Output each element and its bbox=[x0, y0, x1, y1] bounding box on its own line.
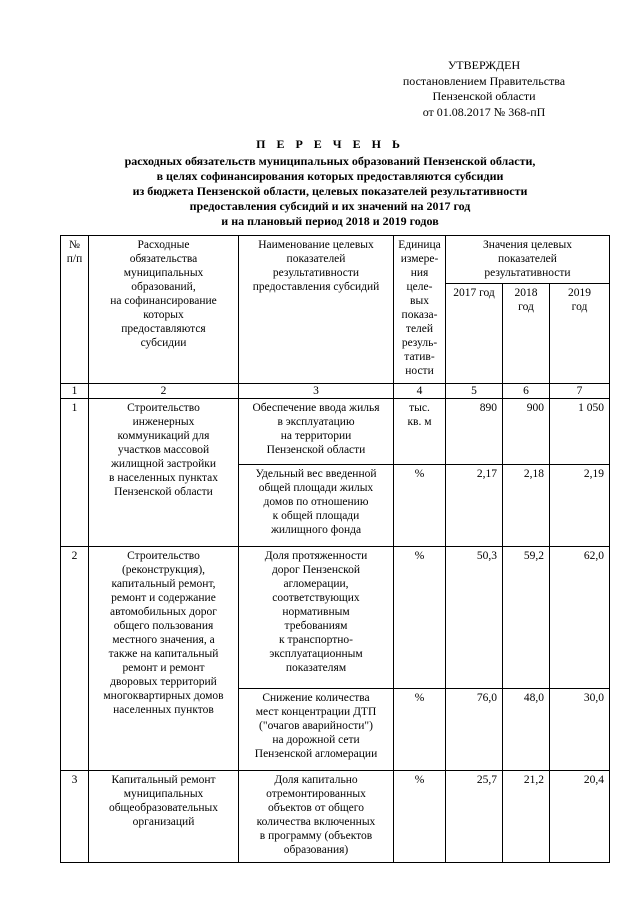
cell-line: инженерных bbox=[132, 416, 195, 428]
cell-line: на дорожной сети bbox=[272, 734, 360, 746]
unit-cell bbox=[394, 399, 446, 465]
cell-line: телей bbox=[405, 323, 434, 335]
cell-line: Строительство bbox=[127, 402, 200, 414]
cell-line: на территории bbox=[280, 430, 352, 442]
cell-line: в населенных пунктах bbox=[109, 472, 218, 484]
value-cell-2017: 890 bbox=[446, 399, 503, 465]
cell-line: Доля капитально bbox=[274, 774, 358, 786]
cell-line: ремонт и содержание bbox=[111, 592, 216, 604]
cell-line: предоставляются bbox=[121, 323, 206, 335]
cell-line: показателям bbox=[285, 662, 347, 674]
cell-line: количества включенных bbox=[256, 816, 376, 828]
cell-line: Единица bbox=[398, 239, 441, 251]
cell-line: Пензенской агломерации bbox=[254, 748, 378, 760]
cell-line: ния bbox=[410, 267, 429, 279]
title-line-1: расходных обязательств муниципальных образований Пензенской области, bbox=[124, 154, 536, 168]
cell-line: образований, bbox=[131, 281, 196, 293]
cell-line: показателей bbox=[286, 253, 346, 265]
cell-line: % bbox=[414, 774, 425, 786]
value-cell-2019: 30,0 bbox=[550, 689, 610, 771]
cell-line: населенных пунктов bbox=[113, 704, 214, 716]
title-line-5: и на плановый период 2018 и 2019 годов bbox=[221, 214, 439, 228]
value-cell-2017: 2,17 bbox=[446, 465, 503, 547]
unit-cell bbox=[394, 689, 446, 771]
cell-line: общей площади жилых bbox=[258, 482, 374, 494]
cell-line: измере- bbox=[400, 253, 439, 265]
value-cell-2019: 20,4 bbox=[550, 771, 610, 863]
cell-line: % bbox=[414, 692, 425, 704]
cell-line: Пензенской области bbox=[114, 486, 213, 498]
header-indicator bbox=[239, 236, 394, 384]
header-num bbox=[61, 236, 89, 384]
cell-line: автомобильных дорог bbox=[110, 606, 217, 618]
cell-line: в программу (объектов bbox=[259, 830, 373, 842]
cell-line: показа- bbox=[401, 309, 438, 321]
approval-line-4: от 01.08.2017 № 368-пП bbox=[422, 104, 546, 119]
cell-line: ности bbox=[405, 365, 434, 377]
approval-line-2: постановлением Правительства bbox=[402, 73, 566, 88]
value-cell-2018: 2,18 bbox=[503, 465, 550, 547]
obligation-cell bbox=[89, 547, 239, 771]
header-obligations bbox=[89, 236, 239, 384]
header-text: год bbox=[518, 301, 534, 313]
cell-line: субсидии bbox=[140, 337, 187, 349]
obligation-cell bbox=[89, 771, 239, 863]
cell-line: результативности bbox=[272, 267, 360, 279]
column-number-cell: 2 bbox=[89, 384, 239, 399]
cell-line: Строительство bbox=[127, 550, 200, 562]
cell-line: ремонт и ремонт bbox=[122, 662, 205, 674]
cell-line: Доля протяженности bbox=[264, 550, 368, 562]
indicator-name-cell bbox=[239, 547, 394, 689]
table-row bbox=[61, 547, 610, 689]
value-cell-2018: 48,0 bbox=[503, 689, 550, 771]
cell-line: тыс. bbox=[409, 402, 430, 414]
cell-line: (реконструкция), bbox=[121, 564, 206, 576]
header-values-group bbox=[446, 236, 610, 284]
unit-cell bbox=[394, 547, 446, 689]
cell-line: эксплуатационным bbox=[269, 648, 363, 660]
cell-line: муниципальных bbox=[123, 267, 204, 279]
cell-line: Удельный вес введенной bbox=[255, 468, 377, 480]
cell-line: нормативным bbox=[282, 606, 350, 618]
column-number-cell: 7 bbox=[550, 384, 610, 399]
cell-line: целе- bbox=[406, 281, 433, 293]
header-unit bbox=[394, 236, 446, 384]
obligation-cell bbox=[89, 399, 239, 547]
title-line-4: предоставления субсидий и их значений на 2017 год bbox=[189, 199, 471, 213]
indicator-name-cell bbox=[239, 689, 394, 771]
column-numbers-row bbox=[61, 384, 610, 399]
approval-line-1: УТВЕРЖДЕН bbox=[447, 58, 521, 72]
cell-line: Снижение количества bbox=[262, 692, 370, 704]
cell-line: дорог Пензенской bbox=[271, 564, 361, 576]
cell-line: в эксплуатацию bbox=[277, 416, 355, 428]
header-text: 2017 год bbox=[453, 287, 495, 299]
cell-line: агломерации, bbox=[283, 578, 349, 590]
cell-line: вых bbox=[410, 295, 429, 307]
document-title bbox=[60, 137, 600, 229]
header-text: п/п bbox=[66, 253, 83, 265]
value-cell-2017: 25,7 bbox=[446, 771, 503, 863]
cell-line: Наименование целевых bbox=[258, 239, 374, 251]
cell-line: предоставления субсидий bbox=[252, 281, 380, 293]
cell-line: Капитальный ремонт bbox=[111, 774, 216, 786]
cell-line: татив- bbox=[404, 351, 435, 363]
cell-line: организаций bbox=[132, 816, 195, 828]
header-year-2018 bbox=[503, 284, 550, 384]
cell-line: капитальный ремонт, bbox=[111, 578, 216, 590]
header-text: № bbox=[69, 239, 80, 251]
cell-line: результативности bbox=[484, 267, 571, 279]
header-text: год bbox=[571, 301, 588, 313]
title-heading: П Е Р Е Ч Е Н Ь bbox=[256, 137, 404, 151]
unit-cell bbox=[394, 465, 446, 547]
value-cell-2017: 76,0 bbox=[446, 689, 503, 771]
column-number-cell: 5 bbox=[446, 384, 503, 399]
value-cell-2018: 900 bbox=[503, 399, 550, 465]
row-number-cell: 1 bbox=[61, 399, 89, 547]
cell-line: кв. м bbox=[407, 416, 432, 428]
value-cell-2017: 50,3 bbox=[446, 547, 503, 689]
value-cell-2018: 21,2 bbox=[503, 771, 550, 863]
cell-line: резуль- bbox=[401, 337, 438, 349]
header-row bbox=[61, 236, 610, 284]
row-number-cell: 3 bbox=[61, 771, 89, 863]
indicator-name-cell bbox=[239, 771, 394, 863]
cell-line: % bbox=[414, 468, 425, 480]
cell-line: на софинансирование bbox=[110, 295, 217, 307]
cell-line: общеобразовательных bbox=[108, 802, 219, 814]
column-number-cell: 3 bbox=[239, 384, 394, 399]
cell-line: Расходные bbox=[137, 239, 190, 251]
header-text: 2018 bbox=[514, 287, 538, 299]
cell-line: участков массовой bbox=[117, 444, 210, 456]
cell-line: Обеспечение ввода жилья bbox=[252, 402, 380, 414]
cell-line: соответствующих bbox=[272, 592, 360, 604]
value-cell-2018: 59,2 bbox=[503, 547, 550, 689]
cell-line: также на капитальный bbox=[108, 648, 219, 660]
cell-line: к общей площади bbox=[272, 510, 360, 522]
title-line-2: в целях софинансирования которых предоставляются субсидии bbox=[156, 169, 504, 183]
table-row bbox=[61, 399, 610, 465]
column-number-cell: 6 bbox=[503, 384, 550, 399]
cell-line: образования) bbox=[283, 844, 349, 856]
cell-line: жилищного фонда bbox=[270, 524, 362, 536]
cell-line: к транспортно- bbox=[278, 634, 353, 646]
cell-line: дворовых территорий bbox=[110, 676, 217, 688]
header-text: 2019 bbox=[568, 287, 591, 299]
approval-line-3: Пензенской области bbox=[432, 89, 536, 103]
header-year-2019 bbox=[550, 284, 610, 384]
cell-line: ("очагов аварийности") bbox=[259, 720, 373, 732]
value-cell-2019: 62,0 bbox=[550, 547, 610, 689]
cell-line: обязательства bbox=[129, 253, 198, 265]
column-number-cell: 1 bbox=[61, 384, 89, 399]
cell-line: Значения целевых bbox=[483, 239, 572, 251]
cell-line: объектов от общего bbox=[268, 802, 364, 814]
cell-line: показателей bbox=[498, 253, 557, 265]
table-row bbox=[61, 771, 610, 863]
cell-line: мест концентрации ДТП bbox=[255, 706, 377, 718]
cell-line: Пензенской области bbox=[266, 444, 366, 456]
cell-line: жилищной застройки bbox=[110, 458, 217, 470]
header-year-2017 bbox=[446, 284, 503, 384]
cell-line: местного значения, а bbox=[112, 634, 215, 646]
cell-line: отремонтированных bbox=[266, 788, 366, 800]
cell-line: которых bbox=[143, 309, 184, 321]
unit-cell bbox=[394, 771, 446, 863]
approval-stamp bbox=[384, 58, 584, 120]
title-line-3: из бюджета Пензенской области, целевых показателей результативности bbox=[132, 184, 528, 198]
cell-line: % bbox=[414, 550, 425, 562]
row-number-cell: 2 bbox=[61, 547, 89, 771]
cell-line: общего пользования bbox=[113, 620, 214, 632]
cell-line: требованиям bbox=[284, 620, 348, 632]
value-cell-2019: 2,19 bbox=[550, 465, 610, 547]
cell-line: коммуникаций для bbox=[117, 430, 210, 442]
cell-line: многоквартирных домов bbox=[103, 690, 224, 702]
cell-line: муниципальных bbox=[123, 788, 204, 800]
value-cell-2019: 1 050 bbox=[550, 399, 610, 465]
indicator-name-cell bbox=[239, 399, 394, 465]
subsidy-table bbox=[60, 235, 610, 863]
column-number-cell: 4 bbox=[394, 384, 446, 399]
cell-line: домов по отношению bbox=[263, 496, 369, 508]
indicator-name-cell bbox=[239, 465, 394, 547]
